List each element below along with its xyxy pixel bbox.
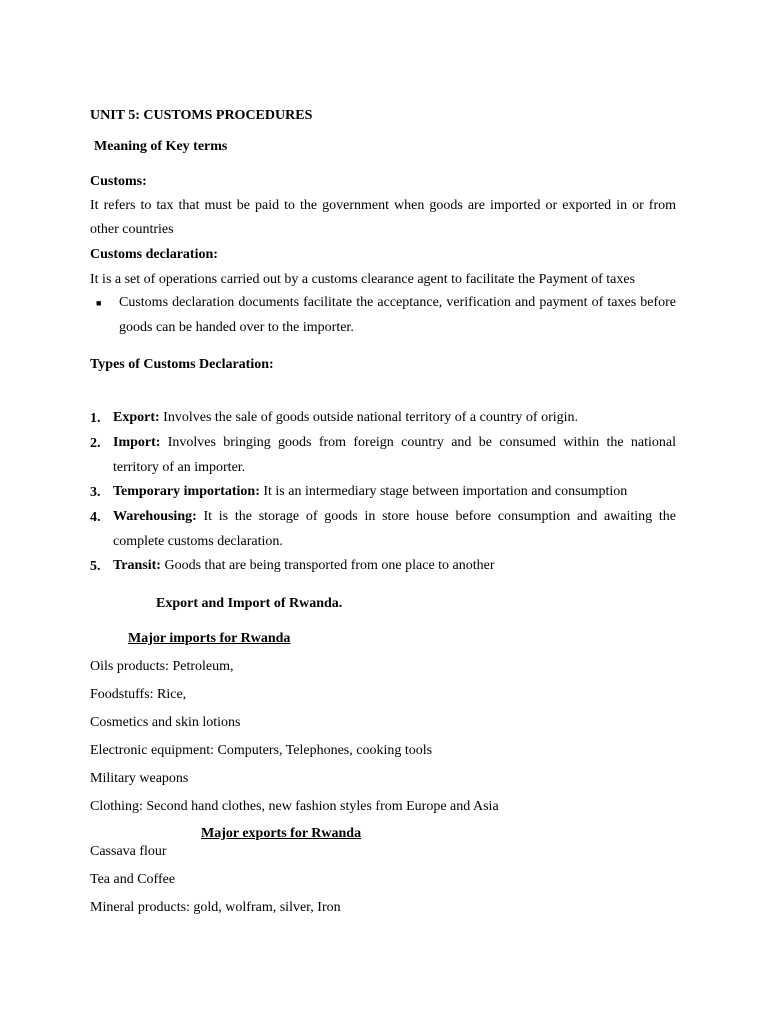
list-item-term: Warehousing: (113, 509, 197, 524)
list-item-number: 1. (90, 411, 101, 426)
list-item: Electronic equipment: Computers, Telephones, cooking tools (90, 743, 433, 758)
imports-heading: Major imports for Rwanda (128, 631, 291, 646)
list-item-number: 5. (90, 559, 101, 574)
list-item-text: Involves bringing goods from foreign country and be consumed within the national territory of an importer. (113, 435, 676, 475)
list-item (113, 554, 676, 579)
export-import-heading: Export and Import of Rwanda. (156, 596, 343, 611)
list-item (113, 406, 676, 431)
list-item-term: Import: (113, 435, 161, 450)
list-item: Military weapons (90, 771, 189, 786)
customs-declaration-bullet: Customs declaration documents facilitate the acceptance, verification and payment of taxes before goods can be handed over to the importer. (119, 295, 676, 335)
list-item-term: Temporary importation: (113, 484, 260, 499)
list-item-term: Export: (113, 410, 160, 425)
list-item: Clothing: Second hand clothes, new fashion styles from Europe and Asia (90, 799, 499, 814)
list-item-text: It is an intermediary stage between importation and consumption (259, 484, 628, 499)
customs-definition: It refers to tax that must be paid to the government when goods are imported or exported in or from other countries (90, 198, 676, 237)
list-item (113, 431, 676, 480)
list-item-text: It is the storage of goods in store house before consumption and awaiting the complete customs declaration. (113, 509, 676, 549)
list-item: Oils products: Petroleum, (90, 659, 234, 674)
list-item: Foodstuffs: Rice, (90, 687, 187, 702)
list-item-number: 3. (90, 485, 101, 500)
list-item-number: 4. (90, 510, 101, 525)
list-item-text: Involves the sale of goods outside national territory of a country of origin. (159, 410, 579, 425)
types-heading: Types of Customs Declaration: (90, 357, 274, 372)
unit-title: UNIT 5: CUSTOMS PROCEDURES (90, 108, 313, 123)
list-item-text: Goods that are being transported from one place to another (160, 558, 495, 573)
list-item (113, 505, 676, 554)
customs-declaration-term: Customs declaration: (90, 247, 218, 262)
list-item: Mineral products: gold, wolfram, silver, Iron (90, 900, 341, 915)
list-item (113, 480, 676, 505)
list-item: Cassava flour (90, 844, 167, 859)
list-item-number: 2. (90, 436, 101, 451)
list-item: Cosmetics and skin lotions (90, 715, 241, 730)
meaning-heading: Meaning of Key terms (94, 139, 228, 154)
list-item: Tea and Coffee (90, 872, 176, 887)
exports-heading: Major exports for Rwanda (201, 826, 362, 841)
list-item-term: Transit: (113, 558, 161, 573)
customs-term: Customs: (90, 174, 147, 189)
customs-declaration-definition: It is a set of operations carried out by a customs clearance agent to facilitate the Payment of taxes (90, 272, 636, 287)
bullet-marker-icon: ■ (96, 298, 102, 308)
